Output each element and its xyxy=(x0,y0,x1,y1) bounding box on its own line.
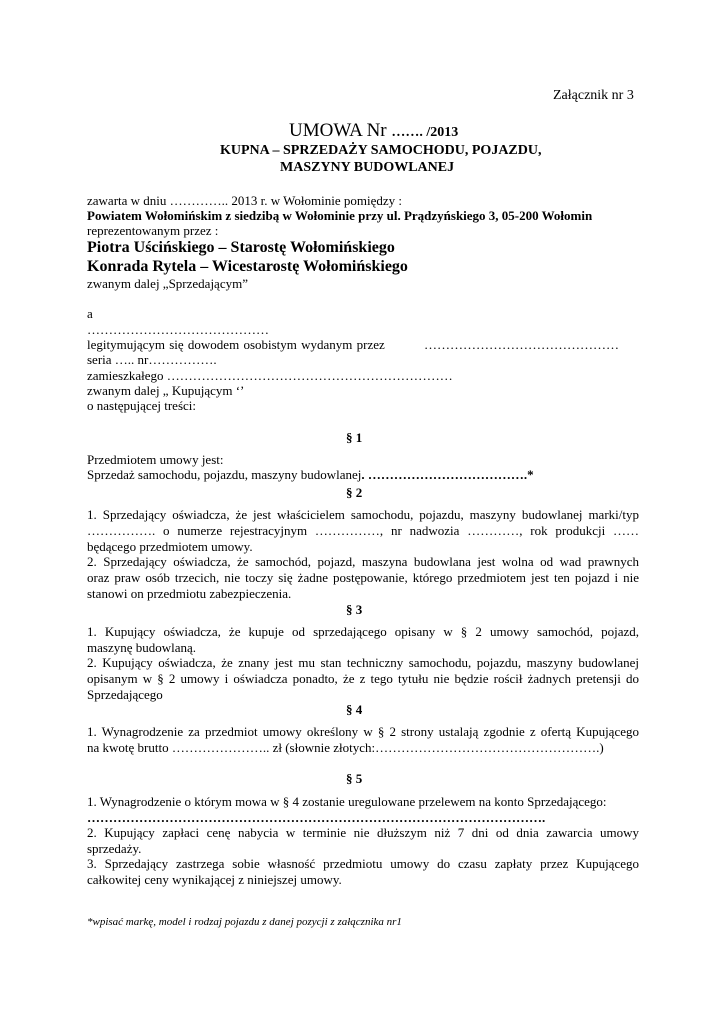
id-issued-by: legitymującym się dowodem osobistym wydanym przez xyxy=(87,337,385,352)
s2-p1-l2: ……………. o numerze rejestracyjnym ……………, nr nadwozia …………, rok produkcji …… xyxy=(87,523,639,538)
s5-p3-l2: całkowitej ceny wynikającej z niniejszej umowy. xyxy=(87,872,342,887)
footnote: *wpisać markę, model i rodzaj pojazdu z danej pozycji z załącznika nr1 xyxy=(87,916,402,928)
s5-p3-l1: 3. Sprzedający zastrzega sobie własność przedmiotu umowy do czasu zapłaty przez Kupującego xyxy=(87,856,639,871)
s3-p2-l2: opisanym w § 2 umowy i oświadcza ponadto, że z tego tytułu nie będzie rościł żadnych pretensji do xyxy=(87,671,639,686)
section-1-line-1: Przedmiotem umowy jest: xyxy=(87,452,224,467)
s5-p2-l2: sprzedaży. xyxy=(87,841,142,856)
section-2-paragraph-2 xyxy=(87,554,639,602)
section-3-paragraph-2 xyxy=(87,655,639,703)
section-3-heading: § 3 xyxy=(346,602,363,617)
title-subtitle-2: MASZYNY BUDOWLANEJ xyxy=(280,160,455,175)
title-number: ……. /2013 xyxy=(391,125,459,140)
s2-p1-l3: będącego przedmiotem umowy. xyxy=(87,539,253,554)
id-series: seria ….. nr……………. xyxy=(87,352,217,367)
s2-p2-l2: oraz praw osób trzecich, nie toczy się żadne postępowanie, którego przedmiotem jest ten pojazd i nie xyxy=(87,570,639,585)
residing-line: zamieszkałego ………………………………………………………… xyxy=(87,368,453,383)
section-5-paragraph-3 xyxy=(87,856,639,888)
section-2-heading: § 2 xyxy=(346,485,363,500)
section-4-paragraph-1 xyxy=(87,724,639,756)
section-1-heading: § 1 xyxy=(346,430,363,445)
s2-p2-l1: 2. Sprzedający oświadcza, że samochód, pojazd, maszyna budowlana jest wolna od wad prawnych xyxy=(87,554,639,569)
s5-p2-l1: 2. Kupujący zapłaci cenę nabycia w terminie nie dłuższym niż 7 dni od dnia zawarcia umowy xyxy=(87,825,639,840)
s5-p1-l2: ……………………………………………………………………………………………. xyxy=(87,810,546,825)
title-subtitle-1: KUPNA – SPRZEDAŻY SAMOCHODU, POJAZDU, xyxy=(220,143,542,158)
subject-blank: . ……………………………….* xyxy=(361,467,534,482)
section-3-paragraph-1 xyxy=(87,624,639,656)
following-content: o następującej treści: xyxy=(87,398,197,413)
s3-p1-l1: 1. Kupujący oświadcza, że kupuje od sprzedającego opisany w § 2 umowy samochód, pojazd, xyxy=(87,624,639,639)
s5-p1-l1: 1. Wynagrodzenie o którym mowa w § 4 zostanie uregulowane przelewem na konto Sprzedającego: xyxy=(87,794,607,809)
party-seller: Powiatem Wołomińskim z siedzibą w Wołominie przy ul. Prądzyńskiego 3, 05-200 Wołomin xyxy=(87,208,593,223)
title-main: UMOWA Nr xyxy=(289,120,387,141)
and-word: a xyxy=(87,306,93,321)
subject-text: Sprzedaż samochodu, pojazdu, maszyny budowlanej xyxy=(87,467,362,482)
seller-called: zwanym dalej „Sprzedającym” xyxy=(87,276,248,291)
section-5-paragraph-1 xyxy=(87,794,639,826)
section-5-heading: § 5 xyxy=(346,771,363,786)
representative-1: Piotra Uścińskiego – Starostę Wołomińskiego xyxy=(87,239,395,256)
section-5-paragraph-2 xyxy=(87,825,639,857)
s2-p1-l1: 1. Sprzedający oświadcza, że jest właścicielem samochodu, pojazdu, maszyny budowlanej marki/typ xyxy=(87,507,639,522)
section-2-paragraph-1 xyxy=(87,507,639,555)
id-issuer-line: ……………………………………… xyxy=(424,337,619,352)
buyer-name-line: …………………………………… xyxy=(87,322,269,337)
s3-p2-l1: 2. Kupujący oświadcza, że znany jest mu stan techniczny samochodu, pojazdu, maszyny budowlanej xyxy=(87,655,639,670)
s4-p1-l2: na kwotę brutto ………………….. zł (słownie złotych:…………………………………………….) xyxy=(87,740,604,755)
attachment-label: Załącznik nr 3 xyxy=(553,88,634,103)
document-title xyxy=(289,120,458,144)
section-4-heading: § 4 xyxy=(346,702,363,717)
s2-p2-l3: stanowi on przedmiotu zabezpieczenia. xyxy=(87,586,292,601)
section-1-line-2 xyxy=(87,467,534,483)
represented-by: reprezentowanym przez : xyxy=(87,223,219,238)
buyer-called: zwanym dalej „ Kupującym ‘’ xyxy=(87,383,245,398)
s3-p2-l3: Sprzedającego xyxy=(87,687,163,702)
s4-p1-l1: 1. Wynagrodzenie za przedmiot umowy określony w § 2 strony ustalają zgodnie z ofertą Kupującego xyxy=(87,724,639,739)
concluded-line: zawarta w dniu ………….. 2013 r. w Wołominie pomiędzy : xyxy=(87,193,402,208)
representative-2: Konrada Rytela – Wicestarostę Wołomińskiego xyxy=(87,258,408,275)
s3-p1-l2: maszynę budowlaną. xyxy=(87,640,197,655)
